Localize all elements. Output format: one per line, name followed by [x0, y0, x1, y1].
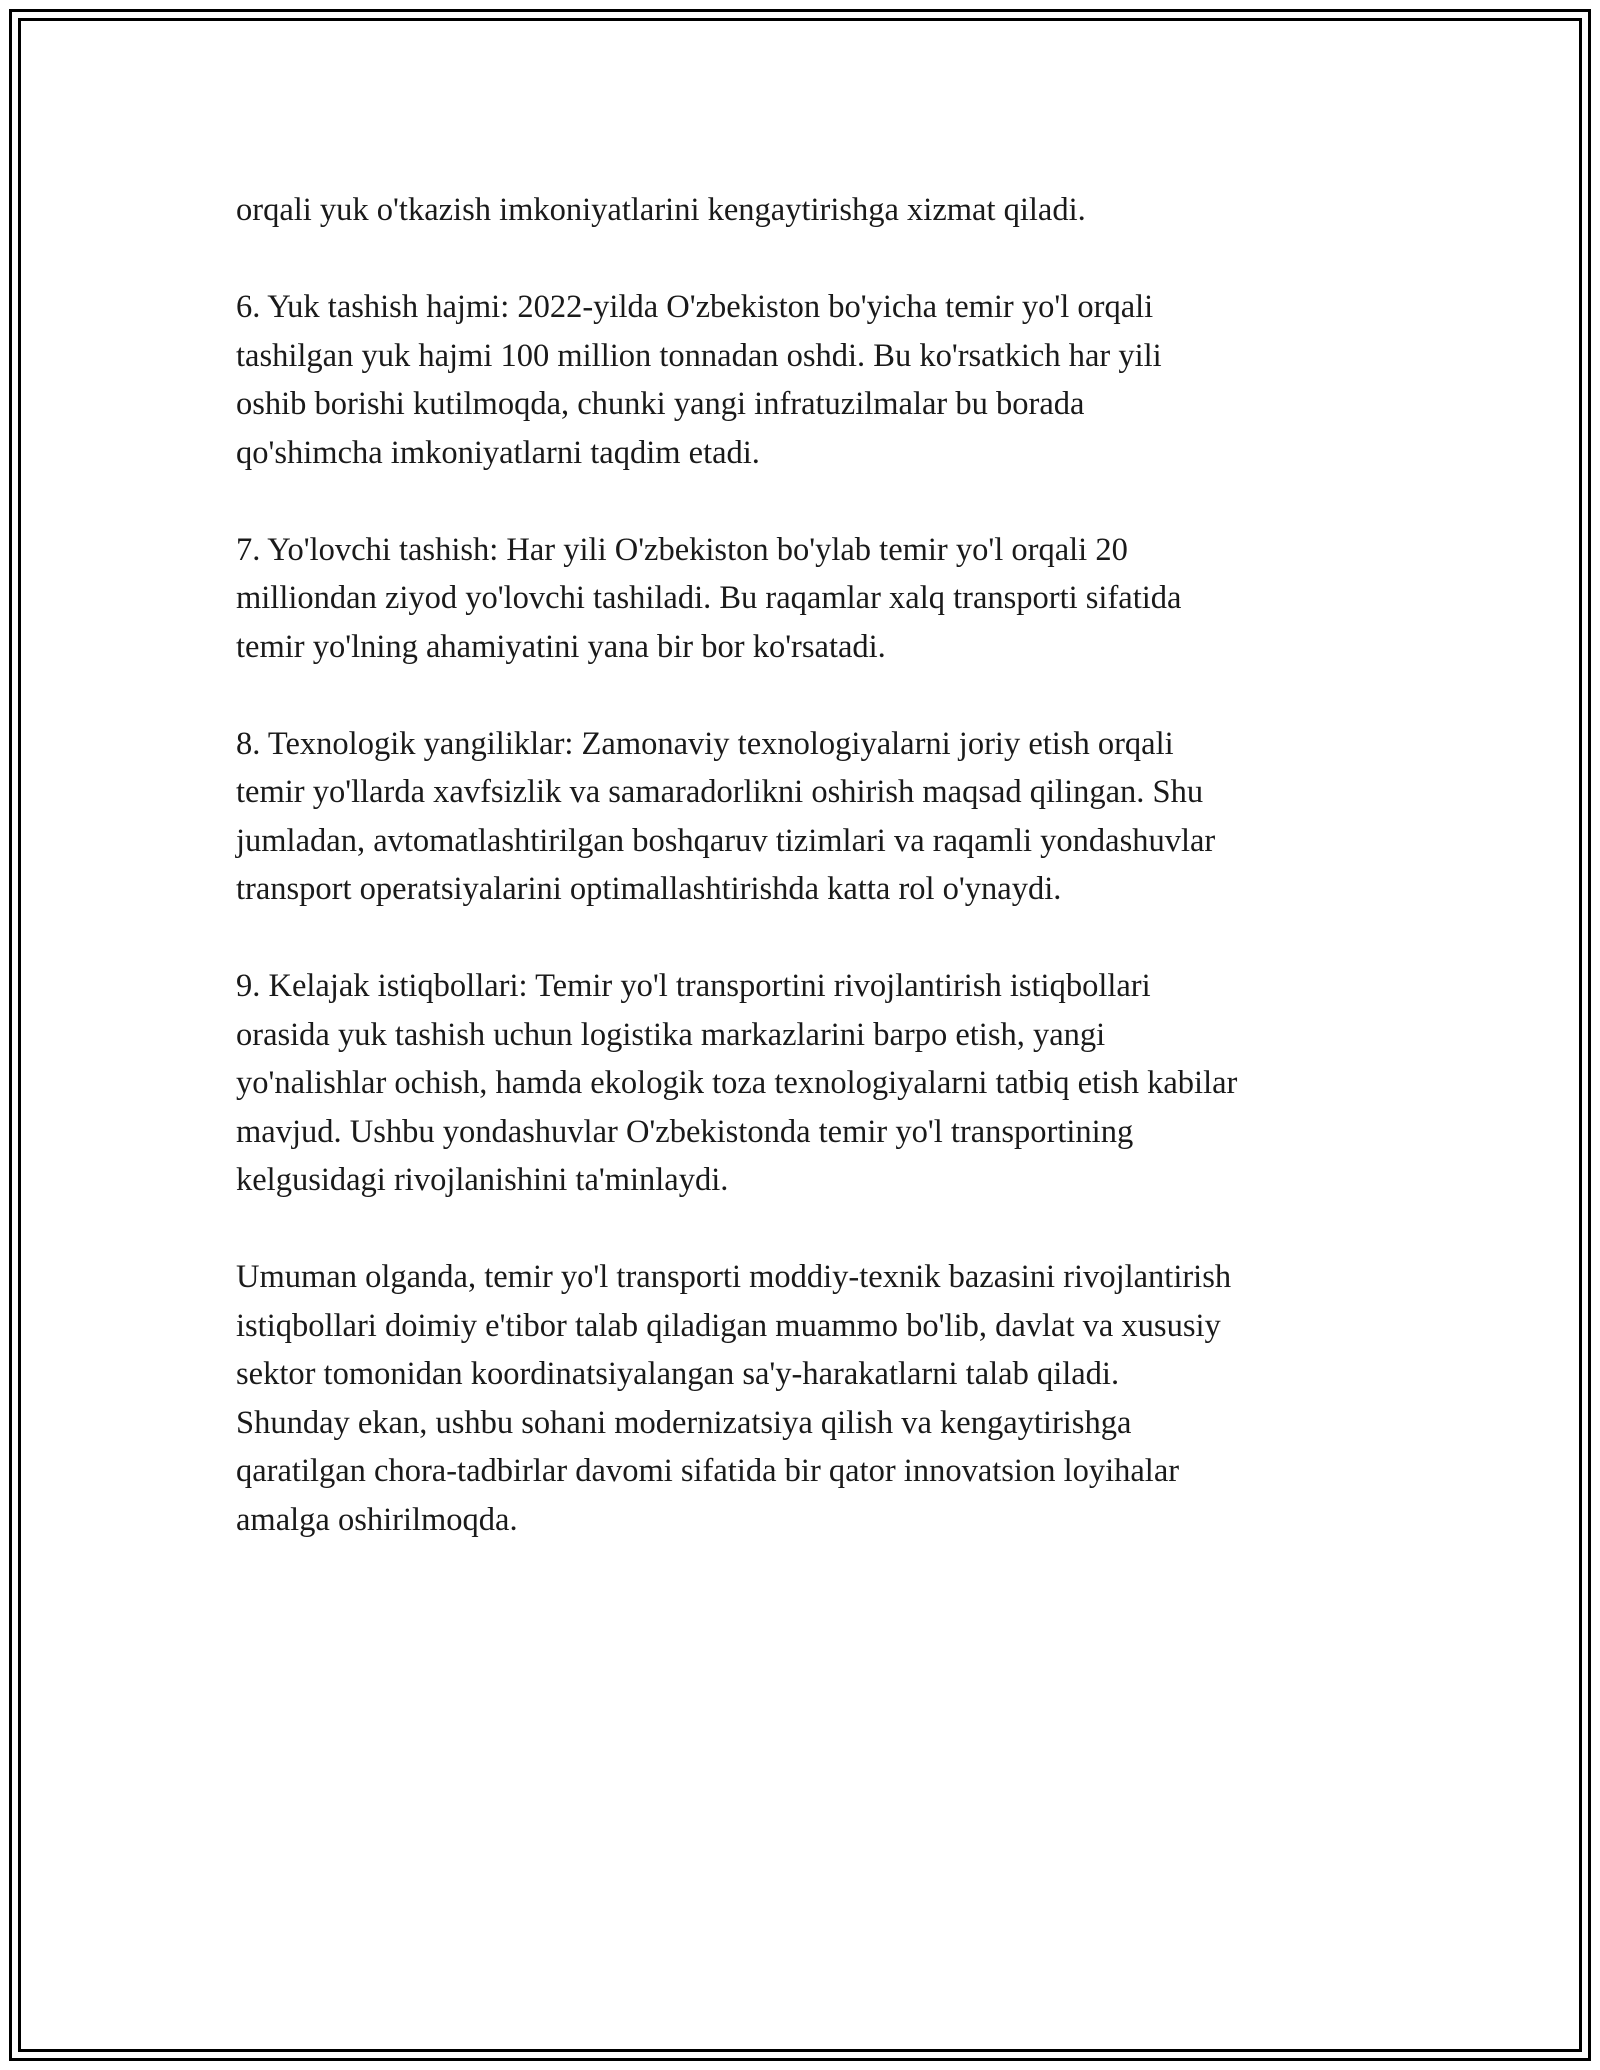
text-line: orasida yuk tashish uchun logistika markazlarini barpo etish, yangi [236, 1016, 1106, 1053]
paragraph-conclusion [236, 1253, 1396, 1544]
text-line: 7. Yo'lovchi tashish: Har yili O'zbekiston bo'ylab temir yo'l orqali 20 [236, 531, 1128, 568]
text-line: transport operatsiyalarini optimallashtirishda katta rol o'ynaydi. [236, 871, 1062, 907]
text-line: Umuman olganda, temir yo'l transporti moddiy-texnik bazasini rivojlantirish [236, 1259, 1232, 1295]
text-line: 8. Texnologik yangiliklar: Zamonaviy texnologiyalarni joriy etish orqali [236, 725, 1174, 762]
paragraph-item-9 [236, 962, 1396, 1205]
text-line: qaratilgan chora-tadbirlar davomi sifatida bir qator innovatsion loyihalar [236, 1453, 1180, 1489]
text-line: jumladan, avtomatlashtirilgan boshqaruv tizimlari va raqamli yondashuvlar [236, 822, 1216, 859]
text-line: amalga oshirilmoqda. [236, 1501, 518, 1538]
document-body [236, 186, 1396, 1593]
text-line: tashilgan yuk hajmi 100 million tonnadan oshdi. Bu ko'rsatkich har yili [236, 337, 1162, 374]
text-line: milliondan ziyod yo'lovchi tashiladi. Bu raqamlar xalq transporti sifatida [236, 580, 1182, 616]
paragraph-continuation [236, 186, 1396, 235]
text-line: istiqbollari doimiy e'tibor talab qiladigan muammo bo'lib, davlat va xususiy [236, 1307, 1221, 1344]
text-line: mavjud. Ushbu yondashuvlar O'zbekistonda temir yo'l transportining [236, 1113, 1134, 1150]
text-line: 9. Kelajak istiqbollari: Temir yo'l transportini rivojlantirish istiqbollari [236, 968, 1151, 1004]
text-line: yo'nalishlar ochish, hamda ekologik toza texnologiyalarni tatbiq etish kabilar [236, 1065, 1238, 1101]
text-line: oshib borishi kutilmoqda, chunki yangi infratuzilmalar bu borada [236, 386, 1085, 422]
text-line: kelgusidagi rivojlanishini ta'minlaydi. [236, 1162, 729, 1198]
text-line: orqali yuk o'tkazish imkoniyatlarini kengaytirishga xizmat qiladi. [236, 192, 1086, 228]
paragraph-item-7 [236, 526, 1396, 672]
text-line: qo'shimcha imkoniyatlarni taqdim etadi. [236, 434, 760, 471]
text-line: temir yo'llarda xavfsizlik va samaradorlikni oshirish maqsad qilingan. Shu [236, 774, 1204, 810]
text-line: temir yo'lning ahamiyatini yana bir bor ko'rsatadi. [236, 628, 886, 665]
text-line: 6. Yuk tashish hajmi: 2022-yilda O'zbekiston bo'yicha temir yo'l orqali [236, 289, 1154, 325]
paragraph-item-6 [236, 283, 1396, 477]
text-line: Shunday ekan, ushbu sohani modernizatsiya qilish va kengaytirishga [236, 1404, 1132, 1441]
paragraph-item-8 [236, 720, 1396, 914]
text-line: sektor tomonidan koordinatsiyalangan sa'y-harakatlarni talab qiladi. [236, 1356, 1120, 1392]
